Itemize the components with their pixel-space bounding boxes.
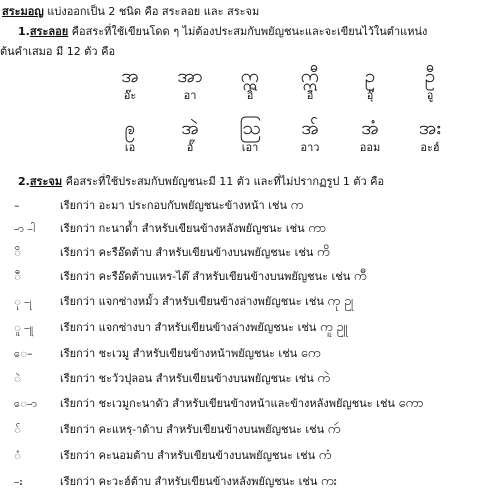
mark-text: เรียกว่า คะรือ๊ดต้าบ สำหรับเขียนข้างบนพยัญชนะ เช่น <box>60 246 314 259</box>
mark-row <box>0 219 494 239</box>
mark-example: ကံ <box>318 448 332 463</box>
mark-example: ကော <box>398 396 424 411</box>
section1-desc1: คือสระที่ใช้เขียนโดด ๆ ไม่ต้องประสมกับพยัญชนะและจะเขียนไว้ในตำแหน่ง <box>68 25 428 38</box>
vowel-thai: อั๊ <box>186 141 194 154</box>
mark-example: ကဴ <box>327 422 341 437</box>
vowel-thai: อา <box>183 89 197 102</box>
mark-text: เรียกว่า ชะเวมู สำหรับเขียนข้างหน้าพยัญชนะ เช่น <box>60 347 298 360</box>
vowel-mon: အ <box>121 65 139 87</box>
mark-example: ကး <box>320 474 337 489</box>
section2-title: สระจม <box>29 175 63 188</box>
mark-symbol: –း <box>14 475 23 488</box>
vowel-mon: ဨ <box>124 117 136 139</box>
vowel-thai: อาว <box>300 141 320 154</box>
mark-symbol: ု –ု <box>14 295 32 308</box>
mark-example: ကေ <box>300 346 321 361</box>
mark-text: เรียกว่า คะนอมต้าบ สำหรับเขียนข้างบนพยัญชนะ เช่น <box>60 449 316 462</box>
mark-text: เรียกว่า แจกซ่างหมั้ว สำหรับเขียนข้างล่างพยัญชนะ เช่น <box>60 295 324 308</box>
section1-line1 <box>18 22 427 40</box>
mark-row <box>0 196 494 216</box>
vowel-cell <box>160 116 220 156</box>
mark-symbol: ိ <box>14 246 21 259</box>
vowel-thai: อุ๊ <box>366 89 374 102</box>
heading-line <box>2 2 259 20</box>
mark-symbol: – <box>14 199 20 212</box>
heading-title: สระมอญ <box>2 5 44 18</box>
mark-row <box>0 446 494 466</box>
vowel-thai: อู <box>426 89 434 102</box>
vowel-mon: အဲ <box>181 117 199 139</box>
vowel-thai: อะฮ์ <box>420 141 440 154</box>
vowel-cell <box>340 116 400 156</box>
mark-text: เรียกว่า อะมา ประกอบกับพยัญชนะข้างหน้า เช่น <box>60 199 287 212</box>
vowel-cell <box>280 64 340 104</box>
mark-row <box>0 344 494 364</box>
mark-text: เรียกว่า คะวะฮ์ต้าบ สำหรับเขียนข้างหลังพยัญชนะ เช่น <box>60 475 318 488</box>
vowel-mon: အံ <box>361 117 379 139</box>
vowel-cell <box>220 64 280 104</box>
mark-row <box>0 243 494 263</box>
vowel-mon: ဦ <box>424 65 436 87</box>
vowel-mon: ဣ <box>240 65 260 87</box>
vowel-cell <box>220 116 280 156</box>
vowel-mon: အာ <box>177 65 203 87</box>
mark-text: เรียกว่า กะนาด้ำ สำหรับเขียนข้างหลังพยัญชนะ เช่น <box>60 222 305 235</box>
vowel-cell <box>100 116 160 156</box>
mark-row <box>0 420 494 440</box>
vowel-mon: ဥ <box>364 65 376 87</box>
mark-row <box>0 292 494 312</box>
mark-example: ကု ဥု <box>327 294 354 309</box>
mark-row <box>0 267 494 287</box>
mark-symbol: ဲ <box>14 372 21 385</box>
mark-row <box>0 394 494 414</box>
section1-num: 1. <box>18 25 30 38</box>
mark-row <box>0 318 494 338</box>
mark-row <box>0 472 494 492</box>
mark-row <box>0 369 494 389</box>
mark-symbol: ူ –ူ <box>14 321 33 334</box>
vowel-thai: เอา <box>241 141 259 154</box>
mark-text: เรียกว่า แจกซ่างบา สำหรับเขียนข้างล่างพยัญชนะ เช่น <box>60 321 317 334</box>
mark-example: ကဲ <box>317 371 330 386</box>
mark-text: เรียกว่า คะรือ๊ดต้าบแหร-ไต๊ สำหรับเขียนข้างบนพยัญชนะ เช่น <box>60 270 351 283</box>
vowel-mon: အ် <box>301 117 319 139</box>
mark-text: เรียกว่า ชะวัวปุลอน สำหรับเขียนข้างบนพยัญชนะ เช่น <box>60 372 314 385</box>
section1-title: สระลอย <box>29 25 69 38</box>
vowel-cell <box>280 116 340 156</box>
mark-text: เรียกว่า คะแหรฺ-าด้าบ สำหรับเขียนข้างบนพยัญชนะ เช่น <box>60 423 325 436</box>
mark-example: က <box>290 198 304 213</box>
vowel-thai: เอ <box>124 141 136 154</box>
mark-example: ကိ <box>316 245 330 260</box>
vowel-cell <box>400 64 460 104</box>
mark-text: เรียกว่า ชะเวมูกะนาดัว สำหรับเขียนข้างหน้าและข้างหลังพยัญชนะ เช่น <box>60 397 395 410</box>
vowel-thai: ออม <box>359 141 381 154</box>
section2-desc: คือสระที่ใช้ประสมกับพยัญชนะมี 11 ตัว และที่ไม่ปรากฏรูป 1 ตัว คือ <box>62 175 385 188</box>
mark-symbol: ေ– <box>14 347 33 360</box>
mark-example: ကာ <box>308 221 327 236</box>
mark-symbol: ေ–ာ <box>14 397 38 410</box>
section1-line2 <box>0 42 115 60</box>
section1-desc2: ต้นคำเสมอ มี 12 ตัว คือ <box>0 45 116 58</box>
vowel-mon: ဣီ <box>300 65 320 87</box>
heading-rest: แบ่งออกเป็น 2 ชนิด คือ สระลอย และ สระจม <box>43 5 260 18</box>
mark-symbol: ံ <box>14 449 21 462</box>
section2-num: 2. <box>18 175 30 188</box>
vowel-grid-row1 <box>100 64 494 104</box>
vowel-thai: อิ๊ <box>246 89 254 102</box>
vowel-cell <box>340 64 400 104</box>
vowel-thai: อี <box>306 89 314 102</box>
vowel-thai: อ๊ะ <box>123 89 137 102</box>
vowel-cell <box>100 64 160 104</box>
vowel-mon: ဩ <box>239 117 261 139</box>
mark-symbol: ် <box>14 423 21 436</box>
mark-symbol: –ာ –ါ <box>14 222 35 235</box>
vowel-mon: အး <box>418 117 442 139</box>
vowel-cell <box>160 64 220 104</box>
mark-symbol: ီ <box>14 270 21 283</box>
mark-example: ကီ <box>353 269 367 284</box>
mark-example: ကူ ဥူ <box>319 320 348 335</box>
vowel-grid-row2 <box>100 116 494 156</box>
section2-line <box>18 172 384 190</box>
vowel-cell <box>400 116 460 156</box>
